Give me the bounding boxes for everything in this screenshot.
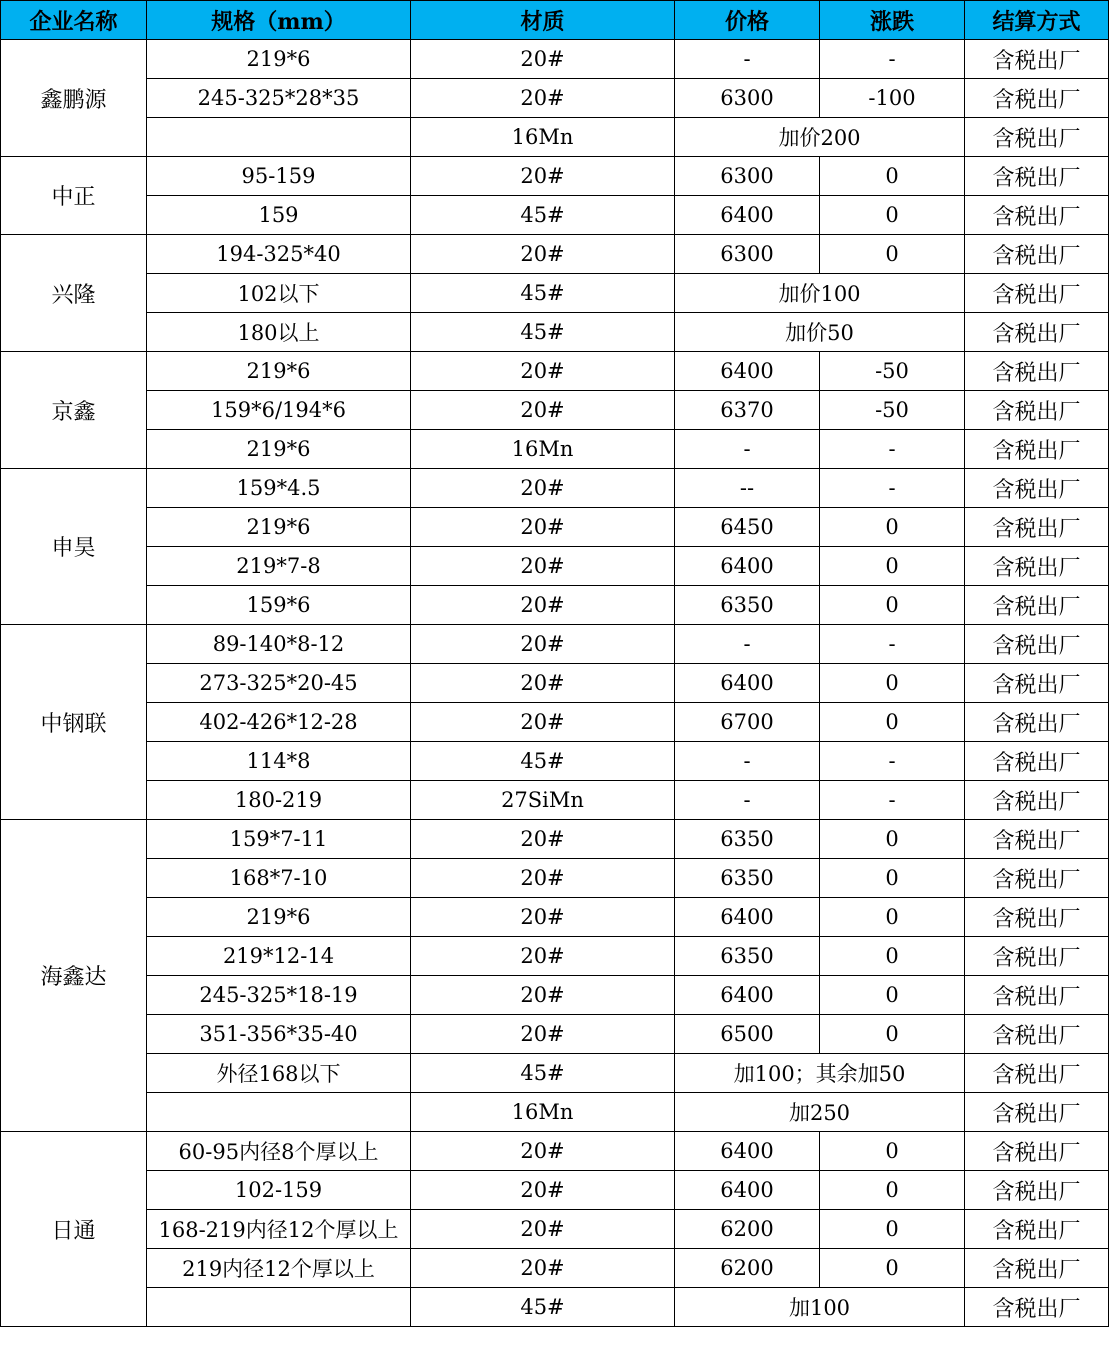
settlement-cell: 含税出厂: [965, 196, 1109, 235]
settlement-cell: 含税出厂: [965, 235, 1109, 274]
price-note-cell: 加价100: [675, 274, 965, 313]
table-row: [1, 1015, 1109, 1054]
table-row: [1, 781, 1109, 820]
settlement-cell: 含税出厂: [965, 430, 1109, 469]
table-row: [1, 157, 1109, 196]
material-cell: 20#: [411, 508, 675, 547]
spec-cell: 180以上: [147, 313, 411, 352]
company-name: 京鑫: [1, 352, 147, 469]
spec-cell: 114*8: [147, 742, 411, 781]
material-cell: 45#: [411, 1288, 675, 1327]
change-cell: 0: [820, 1249, 965, 1288]
price-cell: -: [675, 742, 820, 781]
price-cell: 6350: [675, 820, 820, 859]
material-cell: 45#: [411, 196, 675, 235]
table-row: [1, 274, 1109, 313]
material-cell: 16Mn: [411, 430, 675, 469]
settlement-cell: 含税出厂: [965, 313, 1109, 352]
material-cell: 45#: [411, 1054, 675, 1093]
company-name: 海鑫达: [1, 820, 147, 1132]
change-cell: 0: [820, 196, 965, 235]
material-cell: 20#: [411, 898, 675, 937]
table-row: [1, 664, 1109, 703]
table-row: [1, 898, 1109, 937]
header-spec: 规格（mm）: [147, 1, 411, 40]
price-note-cell: 加价200: [675, 118, 965, 157]
header-price: 价格: [675, 1, 820, 40]
settlement-cell: 含税出厂: [965, 625, 1109, 664]
spec-cell: 219*6: [147, 508, 411, 547]
material-cell: 20#: [411, 79, 675, 118]
material-cell: 20#: [411, 391, 675, 430]
price-cell: 6300: [675, 79, 820, 118]
settlement-cell: 含税出厂: [965, 469, 1109, 508]
spec-cell: 102以下: [147, 274, 411, 313]
price-cell: 6400: [675, 976, 820, 1015]
material-cell: 45#: [411, 742, 675, 781]
spec-cell: 159*7-11: [147, 820, 411, 859]
settlement-cell: 含税出厂: [965, 937, 1109, 976]
spec-cell: 外径168以下: [147, 1054, 411, 1093]
change-cell: 0: [820, 976, 965, 1015]
material-cell: 16Mn: [411, 118, 675, 157]
spec-cell: 351-356*35-40: [147, 1015, 411, 1054]
change-cell: -50: [820, 352, 965, 391]
spec-cell: 219*12-14: [147, 937, 411, 976]
change-cell: 0: [820, 235, 965, 274]
material-cell: 20#: [411, 859, 675, 898]
settlement-cell: 含税出厂: [965, 274, 1109, 313]
change-cell: -100: [820, 79, 965, 118]
spec-cell: 219*7-8: [147, 547, 411, 586]
material-cell: 20#: [411, 235, 675, 274]
spec-cell: 95-159: [147, 157, 411, 196]
material-cell: 20#: [411, 820, 675, 859]
settlement-cell: 含税出厂: [965, 976, 1109, 1015]
material-cell: 20#: [411, 352, 675, 391]
table-row: [1, 703, 1109, 742]
table-row: [1, 469, 1109, 508]
table-row: [1, 1210, 1109, 1249]
table-row: [1, 313, 1109, 352]
header-row: [1, 1, 1109, 40]
material-cell: 20#: [411, 625, 675, 664]
material-cell: 20#: [411, 976, 675, 1015]
settlement-cell: 含税出厂: [965, 1132, 1109, 1171]
change-cell: -: [820, 430, 965, 469]
price-cell: -: [675, 40, 820, 79]
settlement-cell: 含税出厂: [965, 391, 1109, 430]
price-cell: 6200: [675, 1249, 820, 1288]
change-cell: 0: [820, 664, 965, 703]
price-cell: 6350: [675, 586, 820, 625]
settlement-cell: 含税出厂: [965, 664, 1109, 703]
price-cell: 6300: [675, 235, 820, 274]
settlement-cell: 含税出厂: [965, 1288, 1109, 1327]
material-cell: 20#: [411, 157, 675, 196]
change-cell: 0: [820, 157, 965, 196]
spec-cell: 402-426*12-28: [147, 703, 411, 742]
change-cell: -: [820, 781, 965, 820]
spec-cell: 194-325*40: [147, 235, 411, 274]
company-name: 兴隆: [1, 235, 147, 352]
settlement-cell: 含税出厂: [965, 742, 1109, 781]
table-row: [1, 79, 1109, 118]
table-row: [1, 625, 1109, 664]
material-cell: 20#: [411, 937, 675, 976]
change-cell: 0: [820, 937, 965, 976]
table-row: [1, 196, 1109, 235]
spec-cell: 60-95内径8个厚以上: [147, 1132, 411, 1171]
price-cell: 6400: [675, 1171, 820, 1210]
table-row: [1, 547, 1109, 586]
material-cell: 16Mn: [411, 1093, 675, 1132]
settlement-cell: 含税出厂: [965, 1015, 1109, 1054]
change-cell: 0: [820, 1210, 965, 1249]
price-cell: 6350: [675, 937, 820, 976]
table-row: [1, 118, 1109, 157]
material-cell: 27SiMn: [411, 781, 675, 820]
settlement-cell: 含税出厂: [965, 1093, 1109, 1132]
price-cell: 6450: [675, 508, 820, 547]
price-cell: 6370: [675, 391, 820, 430]
spec-cell: 159*4.5: [147, 469, 411, 508]
table-row: [1, 976, 1109, 1015]
spec-cell: 219*6: [147, 352, 411, 391]
spec-cell: [147, 118, 411, 157]
settlement-cell: 含税出厂: [965, 1054, 1109, 1093]
price-cell: -: [675, 625, 820, 664]
change-cell: 0: [820, 586, 965, 625]
settlement-cell: 含税出厂: [965, 781, 1109, 820]
table-row: [1, 1288, 1109, 1327]
change-cell: 0: [820, 703, 965, 742]
settlement-cell: 含税出厂: [965, 157, 1109, 196]
material-cell: 20#: [411, 1249, 675, 1288]
material-cell: 45#: [411, 313, 675, 352]
price-cell: 6300: [675, 157, 820, 196]
change-cell: 0: [820, 508, 965, 547]
settlement-cell: 含税出厂: [965, 586, 1109, 625]
settlement-cell: 含税出厂: [965, 508, 1109, 547]
change-cell: -: [820, 469, 965, 508]
change-cell: 0: [820, 1171, 965, 1210]
change-cell: -: [820, 40, 965, 79]
material-cell: 20#: [411, 586, 675, 625]
material-cell: 20#: [411, 1132, 675, 1171]
price-note-cell: 加100；其余加50: [675, 1054, 965, 1093]
price-note-cell: 加100: [675, 1288, 965, 1327]
price-note-cell: 加250: [675, 1093, 965, 1132]
settlement-cell: 含税出厂: [965, 820, 1109, 859]
header-company: 企业名称: [1, 1, 147, 40]
settlement-cell: 含税出厂: [965, 703, 1109, 742]
material-cell: 45#: [411, 274, 675, 313]
price-cell: 6400: [675, 664, 820, 703]
spec-cell: 245-325*18-19: [147, 976, 411, 1015]
table-row: [1, 508, 1109, 547]
price-cell: 6400: [675, 1132, 820, 1171]
price-cell: 6400: [675, 196, 820, 235]
spec-cell: 219*6: [147, 40, 411, 79]
change-cell: -50: [820, 391, 965, 430]
spec-cell: 168-219内径12个厚以上: [147, 1210, 411, 1249]
material-cell: 20#: [411, 1171, 675, 1210]
header-material: 材质: [411, 1, 675, 40]
table-row: [1, 1132, 1109, 1171]
table-row: [1, 1171, 1109, 1210]
settlement-cell: 含税出厂: [965, 1171, 1109, 1210]
spec-cell: 219内径12个厚以上: [147, 1249, 411, 1288]
spec-cell: 245-325*28*35: [147, 79, 411, 118]
table-row: [1, 430, 1109, 469]
header-settlement: 结算方式: [965, 1, 1109, 40]
material-cell: 20#: [411, 1015, 675, 1054]
price-cell: 6500: [675, 1015, 820, 1054]
material-cell: 20#: [411, 664, 675, 703]
change-cell: 0: [820, 820, 965, 859]
table-row: [1, 391, 1109, 430]
settlement-cell: 含税出厂: [965, 40, 1109, 79]
price-cell: 6350: [675, 859, 820, 898]
spec-cell: 180-219: [147, 781, 411, 820]
settlement-cell: 含税出厂: [965, 352, 1109, 391]
spec-cell: 89-140*8-12: [147, 625, 411, 664]
table-header: [1, 1, 1109, 40]
material-cell: 20#: [411, 1210, 675, 1249]
price-cell: 6200: [675, 1210, 820, 1249]
change-cell: -: [820, 625, 965, 664]
table-row: [1, 352, 1109, 391]
price-note-cell: 加价50: [675, 313, 965, 352]
settlement-cell: 含税出厂: [965, 118, 1109, 157]
price-cell: 6700: [675, 703, 820, 742]
price-cell: --: [675, 469, 820, 508]
table-row: [1, 742, 1109, 781]
table-body: [1, 40, 1109, 1327]
company-name: 日通: [1, 1132, 147, 1327]
table-row: [1, 235, 1109, 274]
settlement-cell: 含税出厂: [965, 547, 1109, 586]
change-cell: -: [820, 742, 965, 781]
settlement-cell: 含税出厂: [965, 898, 1109, 937]
spec-cell: 102-159: [147, 1171, 411, 1210]
table-row: [1, 1054, 1109, 1093]
company-name: 中钢联: [1, 625, 147, 820]
price-cell: 6400: [675, 898, 820, 937]
change-cell: 0: [820, 547, 965, 586]
table-row: [1, 1249, 1109, 1288]
settlement-cell: 含税出厂: [965, 859, 1109, 898]
price-cell: 6400: [675, 352, 820, 391]
header-change: 涨跌: [820, 1, 965, 40]
spec-cell: 168*7-10: [147, 859, 411, 898]
spec-cell: [147, 1093, 411, 1132]
table-row: [1, 937, 1109, 976]
spec-cell: 273-325*20-45: [147, 664, 411, 703]
spec-cell: 159: [147, 196, 411, 235]
settlement-cell: 含税出厂: [965, 79, 1109, 118]
price-cell: 6400: [675, 547, 820, 586]
spec-cell: [147, 1288, 411, 1327]
table-row: [1, 820, 1109, 859]
spec-cell: 159*6/194*6: [147, 391, 411, 430]
spec-cell: 159*6: [147, 586, 411, 625]
company-name: 鑫鹏源: [1, 40, 147, 157]
change-cell: 0: [820, 898, 965, 937]
change-cell: 0: [820, 1015, 965, 1054]
table-row: [1, 859, 1109, 898]
material-cell: 20#: [411, 703, 675, 742]
change-cell: 0: [820, 1132, 965, 1171]
spec-cell: 219*6: [147, 430, 411, 469]
table-row: [1, 40, 1109, 79]
company-name: 中正: [1, 157, 147, 235]
material-cell: 20#: [411, 40, 675, 79]
spec-cell: 219*6: [147, 898, 411, 937]
company-name: 申昊: [1, 469, 147, 625]
table-row: [1, 1093, 1109, 1132]
settlement-cell: 含税出厂: [965, 1249, 1109, 1288]
price-cell: -: [675, 781, 820, 820]
material-cell: 20#: [411, 469, 675, 508]
change-cell: 0: [820, 859, 965, 898]
price-cell: -: [675, 430, 820, 469]
material-cell: 20#: [411, 547, 675, 586]
table-row: [1, 586, 1109, 625]
settlement-cell: 含税出厂: [965, 1210, 1109, 1249]
